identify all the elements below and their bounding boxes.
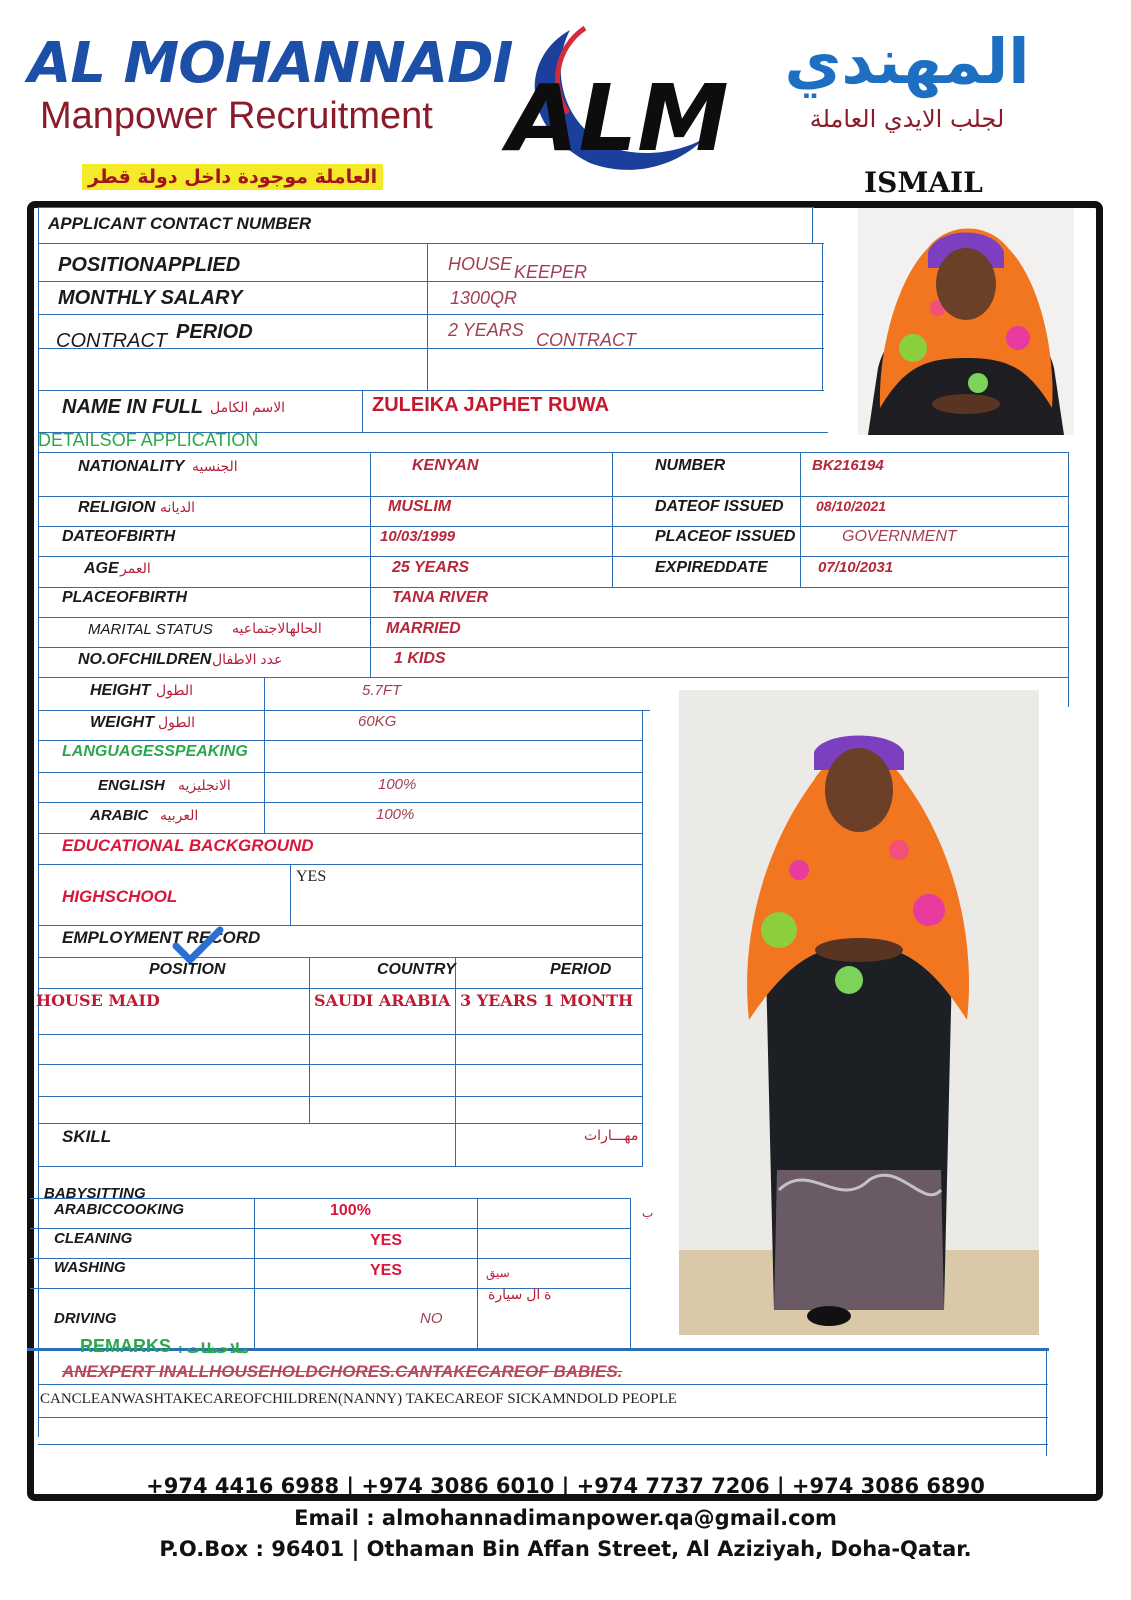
- employment-row-country: SAUDI ARABIA: [314, 991, 451, 1010]
- remarks-label-ar: ملاحظات :: [178, 1340, 249, 1356]
- driving-value: NO: [420, 1310, 443, 1327]
- contract-value-1: 2 YEARS: [448, 320, 524, 340]
- applicant-photo-portrait: [858, 208, 1074, 435]
- footer-address: P.O.Box : 96401 | Othaman Bin Affan Street, Al Aziziyah, Doha-Qatar.: [159, 1537, 972, 1561]
- alm-logo: [500, 18, 730, 178]
- brand-english: [28, 31, 513, 138]
- brand-sub-ar: لجلب الايدي العاملة: [809, 105, 1005, 133]
- passport-number-value: BK216194: [812, 457, 884, 474]
- name-value: ZULEIKA JAPHET RUWA: [372, 394, 610, 416]
- cooking-value: 100%: [330, 1202, 371, 1219]
- arabic-value: 100%: [376, 806, 415, 823]
- expiry-date-label: EXPIREDDATE: [655, 559, 768, 576]
- english-label: ENGLISH: [98, 777, 165, 794]
- cooking-label: ARABICCOOKING: [54, 1201, 184, 1218]
- weight-value: 60KG: [358, 713, 397, 730]
- age-value: 25 YEARS: [392, 559, 470, 576]
- name-label: NAME IN FULL: [62, 396, 204, 418]
- contract-value-2: CONTRACT: [536, 330, 636, 350]
- skill-ar-fragment-1: ب: [642, 1206, 654, 1220]
- col-period: PERIOD: [550, 961, 612, 978]
- remarks-line-1: ANEXPERT INALLHOUSEHOLDCHORES.CANTAKECAREOF BABIES.: [62, 1362, 623, 1381]
- issued-place-label: PLACEOF ISSUED: [655, 528, 796, 545]
- skill-ar-fragment-3: ة ال سيارة: [488, 1286, 552, 1302]
- religion-label: RELIGION: [78, 499, 156, 516]
- agent-name: ISMAIL: [864, 166, 983, 199]
- cleaning-label: CLEANING: [54, 1230, 133, 1247]
- brand-name-ar: المهندي: [784, 25, 1030, 98]
- footer-email[interactable]: Email : almohannadimanpower.qa@gmail.com: [294, 1506, 837, 1530]
- education-heading: EDUCATIONAL BACKGROUND: [62, 836, 314, 855]
- contact-label: APPLICANT CONTACT NUMBER: [48, 214, 312, 233]
- children-label: NO.OFCHILDREN: [78, 651, 212, 668]
- issued-date-label: DATEOF ISSUED: [655, 498, 784, 515]
- height-value: 5.7FT: [362, 682, 402, 699]
- contract-label-2: PERIOD: [176, 321, 253, 343]
- issued-place-value: GOVERNMENT: [842, 528, 957, 545]
- skill-ar-fragment-2: سيق: [486, 1266, 510, 1280]
- marital-label-ar: الحالهالاجتماعيه: [232, 620, 322, 636]
- languages-heading: LANGUAGESSPEAKING: [62, 743, 248, 760]
- marital-label: MARITAL STATUS: [88, 621, 213, 638]
- english-label-ar: الانجليزيه: [178, 777, 231, 793]
- height-label-ar: الطول: [156, 682, 194, 698]
- employment-row-position: HOUSE MAID: [36, 991, 160, 1010]
- weight-label: WEIGHT: [90, 714, 154, 731]
- details-heading: DETAILSOF APPLICATION: [38, 430, 259, 450]
- employment-heading: EMPLOYMENT RECORD: [62, 928, 261, 947]
- driving-label: DRIVING: [54, 1310, 117, 1327]
- washing-label: WASHING: [54, 1259, 126, 1276]
- footer-phones: +974 4416 6988 | +974 3086 6010 | +974 7737 7206 | +974 3086 6890: [146, 1474, 985, 1498]
- expiry-date-value: 07/10/2031: [818, 559, 894, 576]
- cleaning-value: YES: [370, 1232, 403, 1249]
- children-label-ar: عدد الاطفال: [212, 651, 283, 667]
- height-label: HEIGHT: [90, 682, 151, 699]
- position-label: POSITIONAPPLIED: [58, 254, 241, 276]
- checkmark-icon: [172, 926, 224, 966]
- weight-label-ar: الطول: [158, 714, 196, 730]
- age-label: AGE: [84, 560, 119, 577]
- pob-value: TANA RIVER: [392, 589, 488, 606]
- brand-sub-en: Manpower Recruitment: [40, 95, 433, 137]
- pob-label: PLACEOFBIRTH: [62, 589, 188, 606]
- dob-label: DATEOFBIRTH: [62, 528, 176, 545]
- dob-value: 10/03/1999: [380, 528, 456, 545]
- religion-label-ar: الديانه: [160, 499, 196, 515]
- remarks-label: REMARKS: [80, 1336, 172, 1356]
- passport-number-label: NUMBER: [655, 457, 726, 474]
- logo-text: ALM: [507, 65, 729, 172]
- brand-arabic: [717, 20, 1097, 134]
- english-value: 100%: [378, 776, 417, 793]
- salary-label: MONTHLY SALARY: [58, 287, 243, 309]
- arabic-label-ar: العربيه: [160, 807, 199, 823]
- marital-value: MARRIED: [386, 620, 461, 637]
- babysitting-label: BABYSITTING: [44, 1185, 146, 1202]
- brand-name-en: AL MOHANNADI: [28, 31, 513, 96]
- salary-value: 1300QR: [450, 288, 518, 308]
- position-value-2: KEEPER: [514, 262, 588, 282]
- skill-label: SKILL: [62, 1127, 112, 1146]
- employment-row-period: 3 YEARS 1 MONTH: [460, 991, 634, 1010]
- highschool-value: YES: [296, 868, 327, 885]
- children-value: 1 KIDS: [394, 650, 446, 667]
- applicant-photo-full: [679, 690, 1039, 1335]
- nationality-label-ar: الجنسيه: [192, 458, 238, 474]
- col-position: POSITION: [149, 961, 226, 978]
- nationality-label: NATIONALITY: [78, 458, 185, 475]
- remarks-line-2: CANCLEANWASHTAKECAREOFCHILDREN(NANNY) TAKECAREOF SICKAMNDOLD PEOPLE: [40, 1391, 677, 1407]
- issued-date-value: 08/10/2021: [816, 498, 887, 514]
- contract-label-1: CONTRACT: [56, 330, 168, 352]
- religion-value: MUSLIM: [388, 498, 452, 515]
- arabic-label: ARABIC: [90, 807, 149, 824]
- col-country: COUNTRY: [377, 961, 456, 978]
- age-label-ar: العمر: [120, 560, 151, 576]
- skill-label-ar: مهـــارات: [584, 1127, 639, 1143]
- nationality-value: KENYAN: [412, 457, 479, 474]
- notice-arabic: العاملة موجودة داخل دولة قطر: [82, 164, 383, 190]
- name-label-ar: الاسم الكامل: [210, 399, 286, 415]
- position-value-1: HOUSE: [448, 254, 513, 274]
- highschool-label: HIGHSCHOOL: [62, 887, 178, 906]
- washing-value: YES: [370, 1262, 403, 1279]
